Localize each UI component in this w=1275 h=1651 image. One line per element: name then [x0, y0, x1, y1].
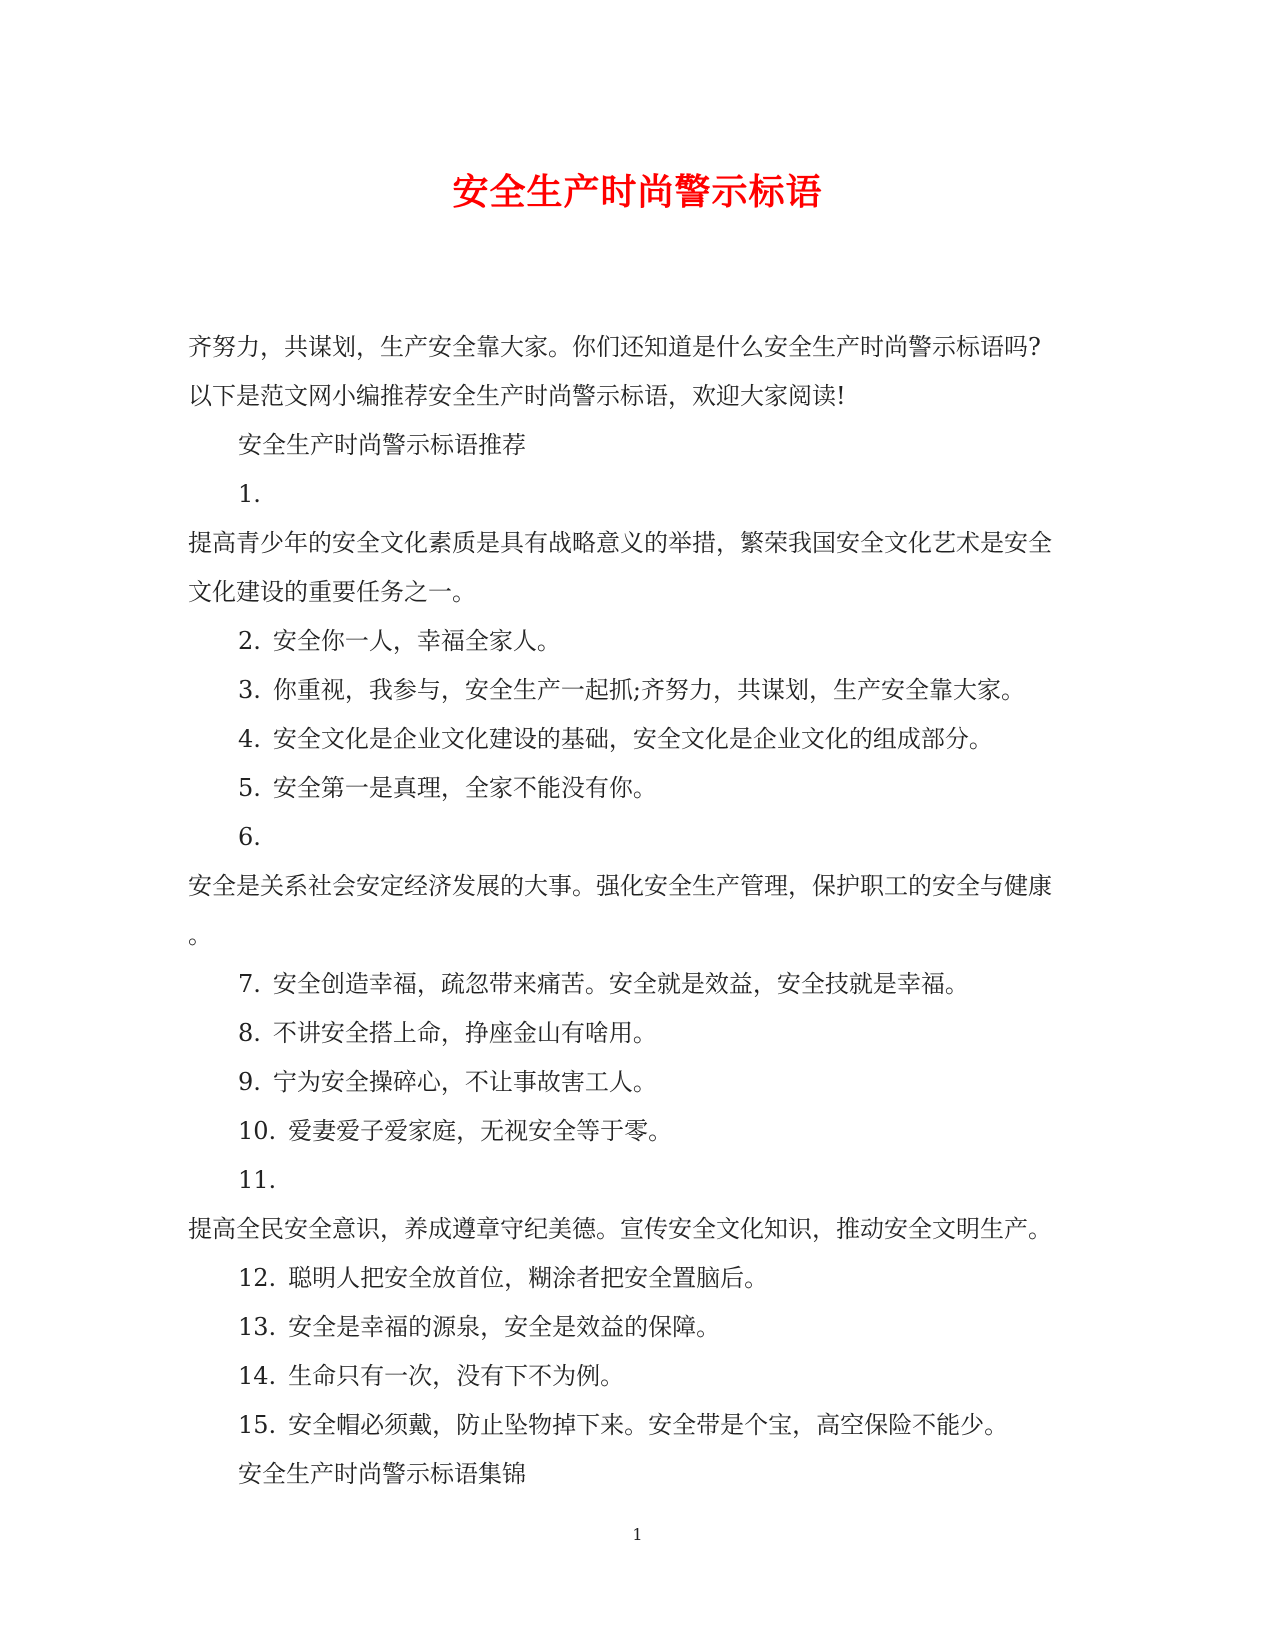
list-item-text: 文化建设的重要任务之一。	[188, 578, 476, 606]
list-item-number: 7.	[238, 970, 261, 998]
list-item-text: 安全你一人，幸福全家人。	[272, 627, 561, 655]
list-item-number: 14.	[238, 1362, 277, 1390]
page-number: 1	[632, 1525, 643, 1544]
list-item-text: 安全第一是真理，全家不能没有你。	[272, 774, 657, 802]
intro-paragraph-line: 以下是范文网小编推荐安全生产时尚警示标语，欢迎大家阅读!	[188, 382, 846, 410]
list-item-number: 5.	[238, 774, 261, 802]
document-body	[188, 323, 1088, 1499]
list-item-number: 13.	[238, 1313, 277, 1341]
list-item-number: 8.	[238, 1019, 261, 1047]
list-item	[188, 1303, 1088, 1352]
list-item-number: 15.	[238, 1411, 277, 1439]
list-item	[188, 1009, 1088, 1058]
list-item-text: 安全创造幸福，疏忽带来痛苦。安全就是效益，安全技就是幸福。	[272, 970, 969, 998]
list-item-number: 4.	[238, 725, 261, 753]
list-item	[188, 715, 1088, 764]
list-item-number: 2.	[238, 627, 261, 655]
list-item-number: 9.	[238, 1068, 261, 1096]
list-item	[188, 764, 1088, 813]
list-item-text: 不讲安全搭上命，挣座金山有啥用。	[272, 1019, 657, 1047]
list-item	[188, 960, 1088, 1009]
list-item-number: 11.	[238, 1166, 277, 1194]
list-item-number: 10.	[238, 1117, 277, 1145]
list-item-number: 3.	[238, 676, 261, 704]
list-item	[188, 1107, 1088, 1156]
list-item-text: 安全帽必须戴，防止坠物掉下来。安全带是个宝，高空保险不能少。	[288, 1411, 1009, 1439]
list-item-text: 安全是关系社会安定经济发展的大事。强化安全生产管理，保护职工的安全与健康	[188, 872, 1052, 900]
list-item	[188, 1254, 1088, 1303]
list-item-text: 生命只有一次，没有下不为例。	[288, 1362, 625, 1390]
section-heading: 安全生产时尚警示标语推荐	[238, 431, 526, 459]
list-item-text: 爱妻爱子爱家庭，无视安全等于零。	[288, 1117, 673, 1145]
list-item-text: 安全文化是企业文化建设的基础，安全文化是企业文化的组成部分。	[272, 725, 993, 753]
list-item-text: 聪明人把安全放首位，糊涂者把安全置脑后。	[288, 1264, 769, 1292]
list-item-text: 安全是幸福的源泉，安全是效益的保障。	[288, 1313, 721, 1341]
list-item-text: 提高青少年的安全文化素质是具有战略意义的举措，繁荣我国安全文化艺术是安全	[188, 529, 1052, 557]
list-item	[188, 617, 1088, 666]
list-item	[188, 1352, 1088, 1401]
list-item	[188, 1058, 1088, 1107]
list-item-text: 你重视，我参与，安全生产一起抓;齐努力，共谋划，生产安全靠大家。	[272, 676, 1025, 704]
list-item-text: 提高全民安全意识，养成遵章守纪美德。宣传安全文化知识，推动安全文明生产。	[188, 1215, 1052, 1243]
section-heading: 安全生产时尚警示标语集锦	[238, 1460, 526, 1488]
list-item	[188, 666, 1088, 715]
intro-paragraph-line: 齐努力，共谋划，生产安全靠大家。你们还知道是什么安全生产时尚警示标语吗?	[188, 333, 1041, 361]
list-item-text: 。	[188, 921, 212, 949]
list-item	[188, 1401, 1088, 1450]
document-title: 安全生产时尚警示标语	[452, 171, 823, 213]
list-item-number: 12.	[238, 1264, 277, 1292]
list-item-text: 宁为安全操碎心，不让事故害工人。	[272, 1068, 657, 1096]
list-item-number: 1.	[238, 480, 261, 508]
list-item-number: 6.	[238, 823, 261, 851]
